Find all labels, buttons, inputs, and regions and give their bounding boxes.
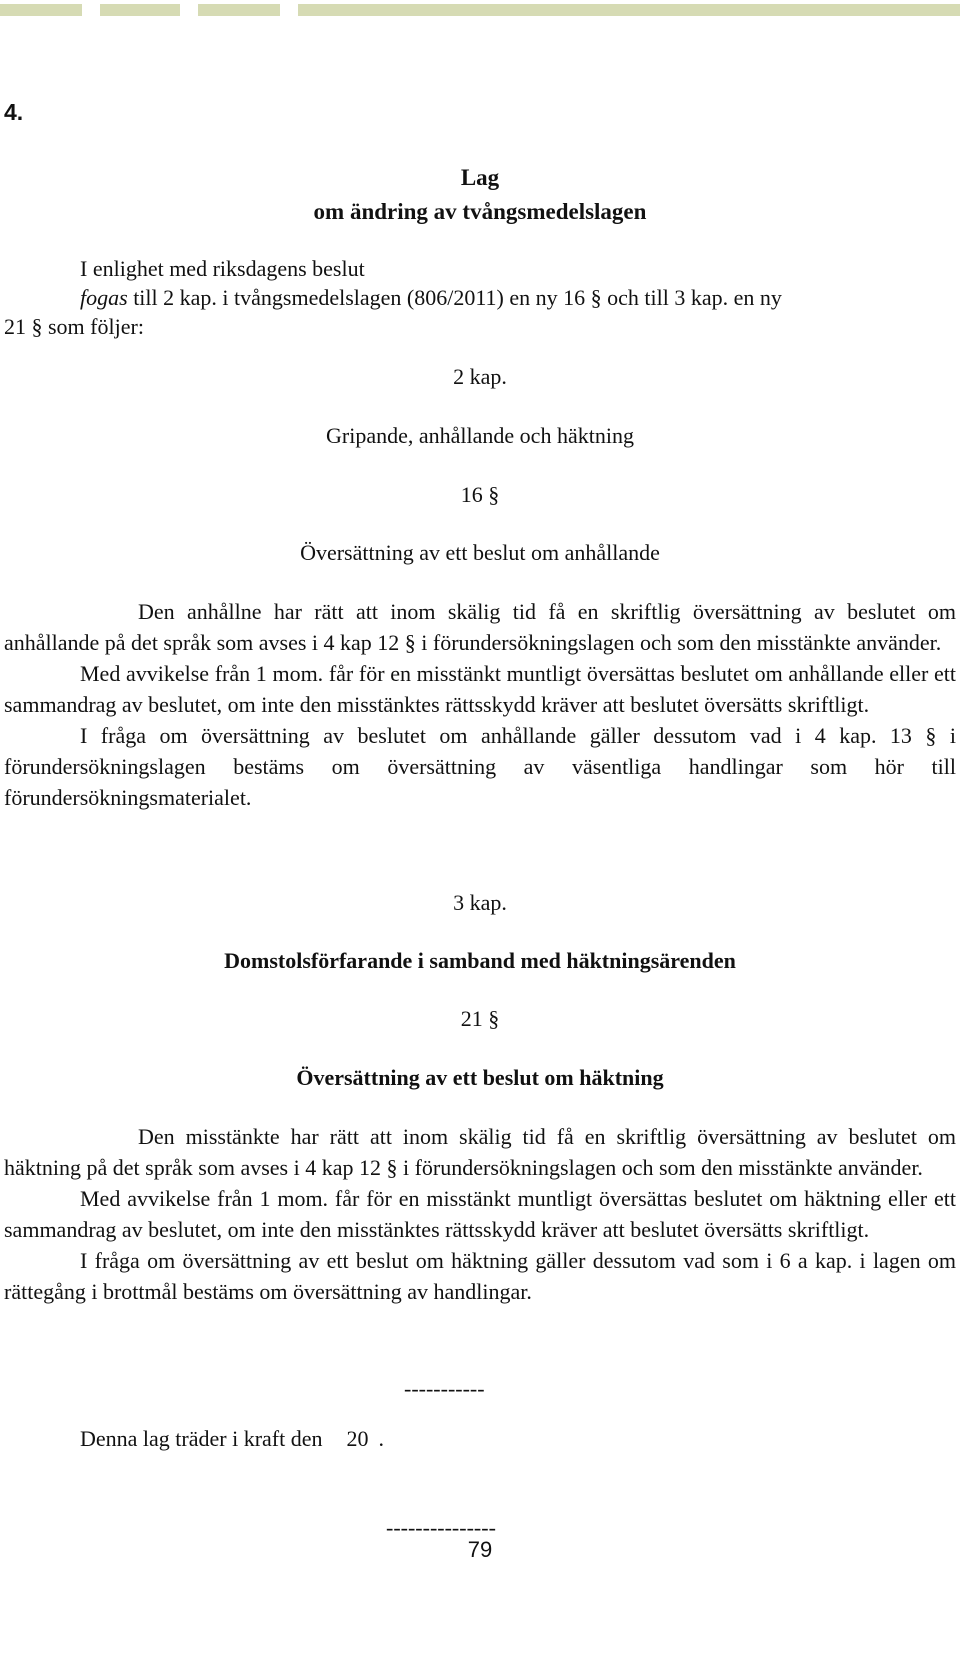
preamble-rest: till 2 kap. i tvångsmedelslagen (806/2011) en ny 16 § och till 3 kap. en ny bbox=[127, 285, 782, 310]
header-bar-segment bbox=[198, 4, 280, 16]
preamble-fogas: fogas bbox=[80, 285, 128, 310]
header-bar-segment bbox=[100, 4, 180, 16]
section-21-paragraph-3: I fråga om översättning av ett beslut om häktning gäller dessutom vad som i 6 a kap. i lagen om rättegång i brottmål bestäms om översättning av handlingar. bbox=[4, 1248, 956, 1304]
header-bar-segment bbox=[0, 4, 82, 16]
chapter-2-heading: Gripande, anhållande och häktning bbox=[326, 423, 634, 448]
chapter-3-heading: Domstolsförfarande i samband med häktningsärenden bbox=[224, 948, 736, 973]
entry-into-force bbox=[80, 1424, 384, 1454]
preamble-line-1: I enlighet med riksdagens beslut bbox=[80, 256, 365, 281]
section-16-paragraph-1: Den anhållne har rätt att inom skälig tid få en skriftlig översättning av beslutet om anhållande på det språk som avses i 4 kap 12 § i förundersökningslagen och som den misstänkte använder. bbox=[4, 599, 956, 655]
chapter-2-label: 2 kap. bbox=[453, 364, 507, 389]
page-number: 79 bbox=[467, 1537, 493, 1562]
section-21-paragraph-1: Den misstänkte har rätt att inom skälig tid få en skriftlig översättning av beslutet om häktning på det språk som avses i 4 kap 12 § i förundersökningslagen och som den misstänkte använder. bbox=[4, 1124, 956, 1180]
section-number: 4. bbox=[4, 99, 24, 125]
header-bar-segment bbox=[298, 4, 960, 16]
header-bar bbox=[0, 4, 960, 16]
section-21-title: Översättning av ett beslut om häktning bbox=[296, 1065, 664, 1090]
entry-into-force-end: . bbox=[378, 1426, 384, 1451]
preamble-line-3: 21 § som följer: bbox=[4, 314, 144, 339]
section-16-title: Översättning av ett beslut om anhållande bbox=[300, 540, 660, 565]
chapter-3-label: 3 kap. bbox=[453, 890, 507, 915]
section-16-body bbox=[4, 596, 956, 813]
preamble-line-2 bbox=[80, 283, 782, 313]
separator-short: ----------- bbox=[404, 1376, 485, 1401]
section-21-body bbox=[4, 1121, 956, 1307]
law-subtitle: om ändring av tvångsmedelslagen bbox=[313, 199, 647, 224]
section-21-number: 21 § bbox=[460, 1006, 500, 1031]
entry-into-force-year: 20 bbox=[346, 1426, 369, 1451]
section-16-paragraph-3: I fråga om översättning av beslutet om anhållande gäller dessutom vad i 4 kap. 13 § i förundersökningslagen bestäms om översättning av väsentliga handlingar som hör till förundersökningsmaterialet. bbox=[4, 723, 956, 810]
section-16-number: 16 § bbox=[460, 482, 500, 507]
entry-into-force-text: Denna lag träder i kraft den bbox=[80, 1426, 323, 1451]
section-21-paragraph-2: Med avvikelse från 1 mom. får för en misstänkt muntligt översättas beslutet om häktning eller ett sammandrag av beslutet, om inte den misstänktes rättsskydd kräver att beslutet översätts skriftligt. bbox=[4, 1186, 956, 1242]
law-title: Lag bbox=[460, 165, 500, 190]
separator-long: --------------- bbox=[386, 1515, 496, 1540]
section-16-paragraph-2: Med avvikelse från 1 mom. får för en misstänkt muntligt översättas beslutet om anhållande eller ett sammandrag av beslutet, om inte den misstänktes rättsskydd kräver att beslutet översätts skriftligt. bbox=[4, 661, 956, 717]
